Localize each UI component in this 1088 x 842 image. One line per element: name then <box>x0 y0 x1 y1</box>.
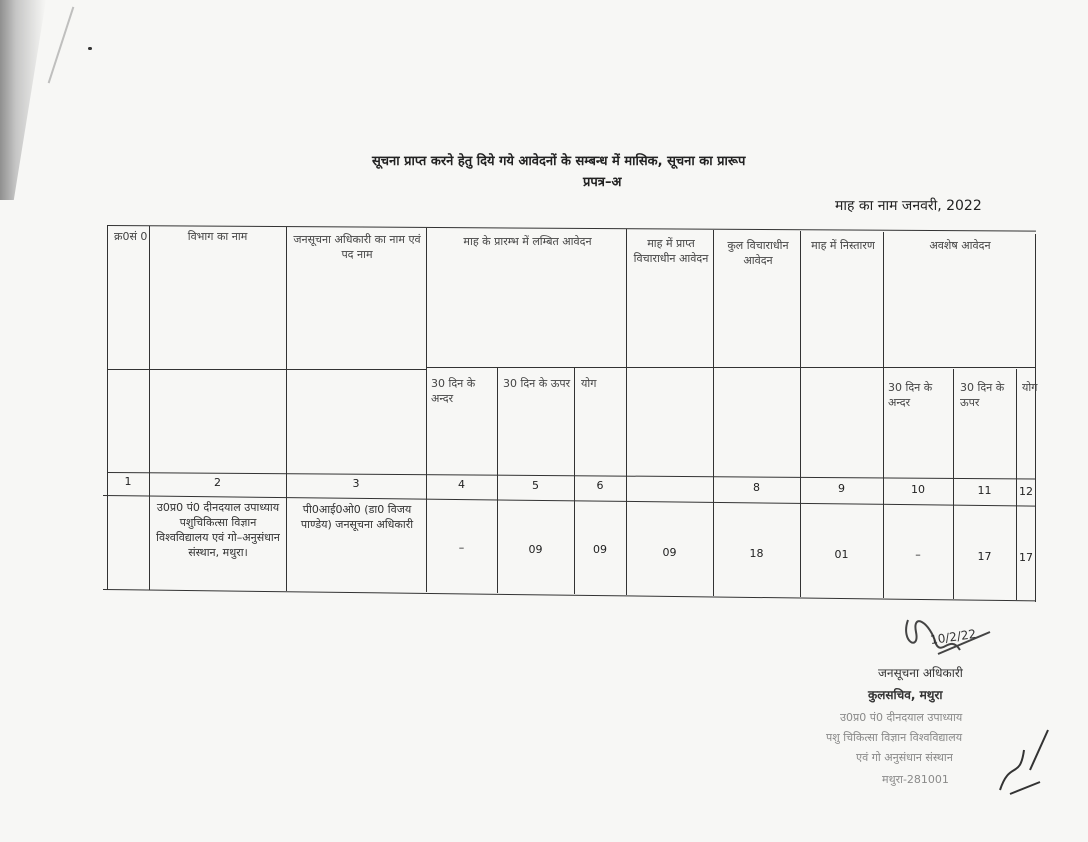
row-pending-total: 09 <box>593 543 607 556</box>
signature-name-line: कुलसचिव, मथुरा <box>868 688 943 702</box>
month-label: माह का नाम जनवरी, 2022 <box>835 198 982 214</box>
stamp-line-4: मथुरा-281001 <box>882 773 949 786</box>
row-total: 18 <box>749 547 764 560</box>
col-line-9 <box>883 232 884 598</box>
stamp-line-3: एवं गो अनुसंधान संस्थान <box>856 751 953 764</box>
document-subtitle: प्रपत्र–अ <box>583 175 622 190</box>
row-disposed: 01 <box>834 548 849 561</box>
col-line-6 <box>626 229 627 595</box>
scan-edge-line <box>48 7 75 84</box>
subheader-total-remaining: योग <box>1022 381 1038 394</box>
stamp-line-2: पशु चिकित्सा विज्ञान विश्वविद्यालय <box>826 731 963 744</box>
header-remaining: अवशेष आवेदन <box>929 239 991 252</box>
col-line-0 <box>107 225 108 590</box>
signature-date: 10/2/22 <box>929 626 978 648</box>
scan-speck <box>88 47 92 50</box>
col-line-3 <box>426 228 427 592</box>
col-number-12: 12 <box>1019 485 1033 498</box>
col-number-4: 4 <box>458 478 465 491</box>
row-department: उ0प्र0 पं0 दीनदयाल उपाध्याय पशुचिकित्सा विज्ञान विश्वविद्यालय एवं गो–अनुसंधान संस्थान, मथुरा। <box>156 501 280 559</box>
header-pending-start: माह के प्रारम्भ में लम्बित आवेदन <box>463 235 592 248</box>
col-line-1 <box>149 226 150 590</box>
subheader-line-left <box>107 369 427 370</box>
row-received: 09 <box>662 546 677 559</box>
scan-edge-shadow <box>0 0 46 200</box>
col-line-8 <box>800 231 801 597</box>
col-number-2: 2 <box>214 476 221 489</box>
col-number-9: 9 <box>838 482 845 495</box>
col-number-8: 8 <box>753 481 760 494</box>
header-received: माह में प्राप्त विचाराधीन आवेदन <box>633 237 709 265</box>
col-number-1: 1 <box>124 475 132 488</box>
subheader-within-30-pending: 30 दिन के अन्दर <box>431 377 476 405</box>
row-pio: पी0आई0ओ0 (डा0 विजय पाण्डेय) जनसूचना अधिकारी <box>300 503 414 531</box>
col-line-7 <box>713 230 714 596</box>
col-number-5: 5 <box>532 479 539 492</box>
table-bottom-border <box>103 589 1036 601</box>
subheader-total-pending: योग <box>581 377 597 390</box>
header-sr-no: क्र0सं 0 <box>114 230 148 243</box>
row-pending-above: 09 <box>528 543 543 556</box>
header-department: विभाग का नाम <box>187 230 248 243</box>
row-pending-within: – <box>458 541 465 554</box>
header-total: कुल विचाराधीन आवेदन <box>727 239 789 267</box>
document-title: सूचना प्राप्त करने हेतु दिये गये आवेदनों के सम्बन्ध में मासिक, सूचना का प्रारूप <box>372 154 746 169</box>
stamp-line-1: उ0प्र0 पं0 दीनदयाल उपाध्याय <box>840 711 963 724</box>
header-disposed: माह में निस्तारण <box>811 239 875 252</box>
subheader-above-30-remaining: 30 दिन के ऊपर <box>960 381 1005 409</box>
row-remaining-total: 17 <box>1019 551 1033 564</box>
row-remaining-within: – <box>915 548 921 561</box>
subheader-within-30-remaining: 30 दिन के अन्दर <box>888 381 933 409</box>
second-signature-scribble <box>990 720 1060 800</box>
header-pio: जनसूचना अधिकारी का नाम एवं पद नाम <box>293 233 421 261</box>
col-number-11: 11 <box>977 484 992 497</box>
col-number-3: 3 <box>352 477 360 490</box>
col-line-12 <box>1035 234 1036 602</box>
col-number-10: 10 <box>911 483 925 496</box>
subheader-line <box>426 367 1036 368</box>
signature-designation: जनसूचना अधिकारी <box>878 666 963 680</box>
row-remaining-above: 17 <box>977 550 992 563</box>
col-line-2 <box>286 227 287 591</box>
col-number-6: 6 <box>596 479 604 492</box>
subheader-above-30-pending: 30 दिन के ऊपर <box>503 377 571 390</box>
